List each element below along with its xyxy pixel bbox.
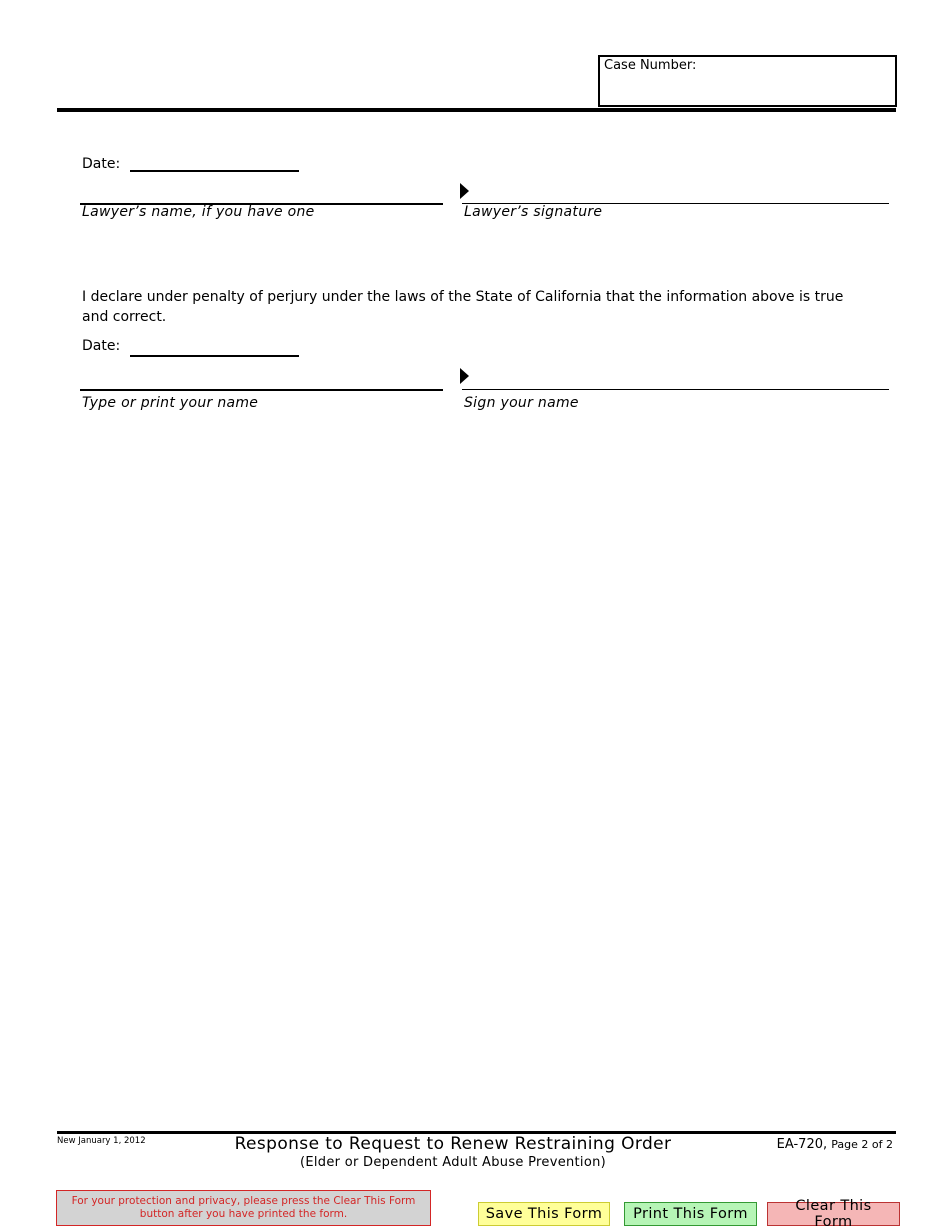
page-info: Page 2 of 2 <box>831 1138 893 1151</box>
form-id <box>700 1137 893 1152</box>
declaration-text: I declare under penalty of perjury under the laws of the State of California that the information above is true and correct. <box>82 289 844 325</box>
form-title: Response to Request to Renew Restraining Order <box>234 1134 672 1154</box>
print-form-button[interactable]: Print This Form <box>624 1202 757 1226</box>
lawyer-signature-caption: Lawyer’s signature <box>464 204 603 220</box>
declarant-name-caption: Type or print your name <box>82 395 259 411</box>
declarant-date-line <box>130 355 299 357</box>
privacy-notice: For your protection and privacy, please press the Clear This Form button after you have printed the form. <box>56 1190 431 1226</box>
case-number-input[interactable] <box>604 77 889 101</box>
signature-arrow-icon <box>460 368 469 384</box>
case-number-box <box>598 55 897 107</box>
form-number: EA-720, <box>776 1137 828 1152</box>
signature-arrow-icon <box>460 183 469 199</box>
declarant-date-label: Date: <box>82 338 121 354</box>
lawyer-name-caption: Lawyer’s name, if you have one <box>82 204 315 220</box>
clear-form-button[interactable]: Clear This Form <box>767 1202 900 1226</box>
case-number-label: Case Number: <box>604 58 697 73</box>
lawyer-date-input[interactable] <box>131 152 298 170</box>
declarant-name-input[interactable] <box>82 368 442 388</box>
declarant-name-line <box>80 389 443 391</box>
save-form-button[interactable]: Save This Form <box>478 1202 610 1226</box>
revision-date: New January 1, 2012 <box>57 1136 146 1146</box>
declarant-date-input[interactable] <box>131 336 298 354</box>
declarant-signature-caption: Sign your name <box>464 395 579 411</box>
lawyer-name-input[interactable] <box>82 183 442 203</box>
declarant-signature-line[interactable] <box>462 389 889 390</box>
lawyer-date-label: Date: <box>82 156 121 172</box>
form-subtitle: (Elder or Dependent Adult Abuse Prevention) <box>299 1155 607 1170</box>
header-rule <box>57 108 896 112</box>
lawyer-date-line <box>130 170 299 172</box>
